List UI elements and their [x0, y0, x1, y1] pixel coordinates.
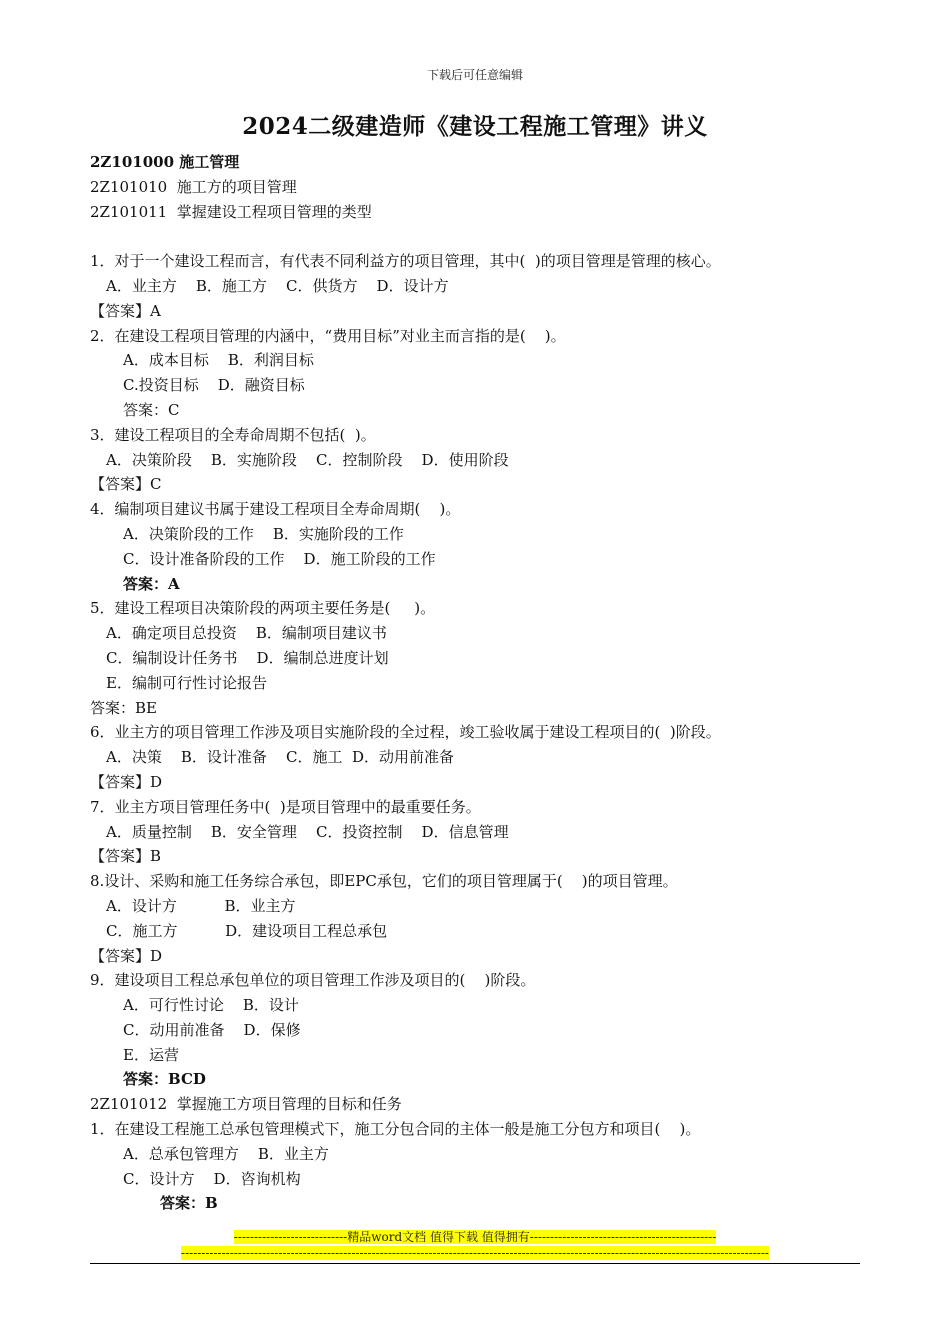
- text-line: 7．业主方项目管理任务中( )是项目管理中的最重要任务。: [90, 797, 481, 816]
- text-line: C.投资目标 D．融资目标: [123, 376, 305, 395]
- text-line: 答案：A: [123, 574, 180, 593]
- text-line: 【答案】D: [90, 772, 163, 791]
- text-line: 5．建设工程项目决策阶段的两项主要任务是( )。: [90, 599, 436, 618]
- text-line: 1．在建设工程施工总承包管理模式下，施工分包合同的主体一般是施工分包方和项目( )。: [90, 1120, 701, 1139]
- text-line: 答案：C: [123, 400, 180, 419]
- text-line: C．设计方 D．咨询机构: [123, 1169, 301, 1188]
- text-line: A．决策阶段的工作 B．实施阶段的工作: [123, 524, 404, 543]
- text-line: A．决策 B．设计准备 C．施工 D．动用前准备: [106, 748, 455, 767]
- text-line: 【答案】D: [90, 946, 163, 965]
- text-line: 1．对于一个建设工程而言，有代表不同利益方的项目管理，其中( )的项目管理是管理的核心。: [90, 252, 721, 271]
- footer-banner-line-1: [0, 1229, 950, 1245]
- text-line: C．施工方 D．建设项目工程总承包: [106, 921, 388, 940]
- text-line: 2Z101000 施工管理: [90, 153, 240, 171]
- text-line: E．编制可行性讨论报告: [106, 673, 267, 692]
- text-line: 答案：BE: [90, 698, 157, 717]
- text-line: C．设计准备阶段的工作 D．施工阶段的工作: [123, 549, 436, 568]
- text-line: 2Z101011 掌握建设工程项目管理的类型: [90, 202, 372, 221]
- text-line: 9．建设项目工程总承包单位的项目管理工作涉及项目的( )阶段。: [90, 971, 536, 990]
- footer-rule: [90, 1263, 860, 1264]
- text-line: E．运营: [123, 1045, 179, 1064]
- text-line: 3．建设工程项目的全寿命周期不包括( )。: [90, 425, 376, 444]
- header-note: 下载后可任意编辑: [426, 68, 523, 82]
- document-body: [90, 150, 880, 1216]
- text-line: C．动用前准备 D．保修: [123, 1020, 301, 1039]
- footer-banner-text-1: ----------------------------精品word文档 值得下载 值得拥有----------------------------------------------: [233, 1230, 717, 1244]
- text-line: C．编制设计任务书 D．编制总进度计划: [106, 648, 389, 667]
- text-line: 2Z101012 掌握施工方项目管理的目标和任务: [90, 1095, 402, 1114]
- text-line: [90, 224, 880, 249]
- text-line: 8.设计、采购和施工任务综合承包，即EPC承包，它们的项目管理属于( )的项目管理。: [90, 872, 678, 891]
- text-line: 【答案】A: [90, 301, 161, 320]
- text-line: 6．业主方的项目管理工作涉及项目实施阶段的全过程，竣工验收属于建设工程项目的( )阶段。: [90, 723, 721, 742]
- text-line: 2Z101010 施工方的项目管理: [90, 177, 297, 196]
- text-line: A．质量控制 B．安全管理 C．投资控制 D．信息管理: [106, 822, 509, 841]
- text-line: 【答案】B: [90, 847, 162, 866]
- footer-banner-text-2: -------------------------------------------------------------------------------------------------------------------------------------------------: [181, 1246, 769, 1260]
- footer-banner-line-2: [0, 1245, 950, 1261]
- text-line: 4．编制项目建议书属于建设工程项目全寿命周期( )。: [90, 500, 461, 519]
- text-line: A．总承包管理方 B．业主方: [123, 1144, 329, 1163]
- text-line: A．设计方 B．业主方: [106, 896, 296, 915]
- text-line: A．成本目标 B．利润目标: [123, 351, 314, 370]
- text-line: A．可行性讨论 B．设计: [123, 996, 299, 1015]
- document-title: 2024二级建造师《建设工程施工管理》讲义: [242, 113, 708, 140]
- text-line: 答案：B: [160, 1194, 218, 1213]
- text-line: 答案：BCD: [123, 1070, 206, 1089]
- text-line: 【答案】C: [90, 475, 162, 494]
- text-line: A．确定项目总投资 B．编制项目建议书: [106, 624, 387, 643]
- text-line: 2．在建设工程项目管理的内涵中，“费用目标”对业主而言指的是( )。: [90, 326, 566, 345]
- text-line: A．决策阶段 B．实施阶段 C．控制阶段 D．使用阶段: [106, 450, 509, 469]
- text-line: A．业主方 B．施工方 C．供货方 D．设计方: [106, 276, 449, 295]
